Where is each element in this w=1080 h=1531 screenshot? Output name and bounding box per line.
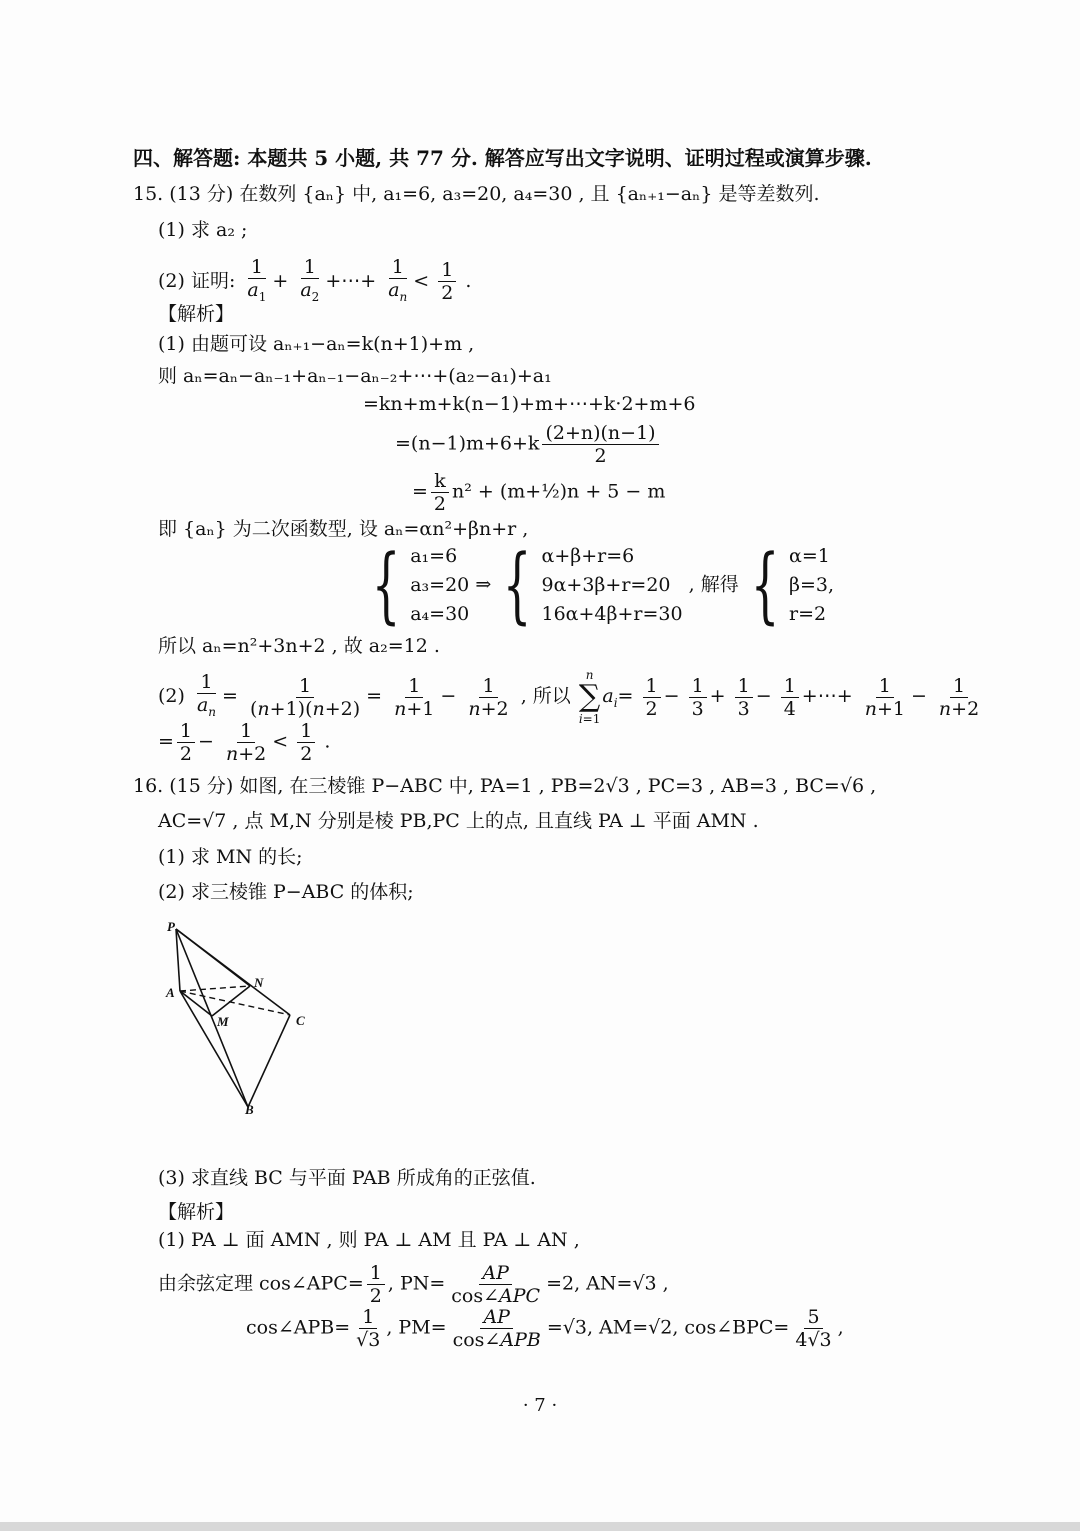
q15-step2: 则 aₙ=aₙ−aₙ₋₁+aₙ₋₁−aₙ₋₂+⋯+(a₂−a₁)+a₁	[158, 365, 552, 387]
frac-1-prod: $\frac{1}{(n+1)(n+2)}$	[249, 674, 361, 720]
system-left	[410, 542, 469, 629]
frac-1-2e: $\frac{1}{2}$	[367, 1262, 385, 1307]
q15-step5-text: n² + (m+½)n + 5 − m	[452, 480, 666, 503]
q15-part2: (2) 证明: $\frac{1}{a_1}$ + $\frac{1}{a_2}$ +⋯+ $\frac{1}{a_n}$ < $\frac{1}{2}$ .	[158, 256, 471, 308]
sum-operator: n ∑ i=1	[578, 668, 601, 726]
frac-1-sqrt3: $\frac{1}{√3}$	[356, 1306, 381, 1351]
sys-right-1: α=1	[789, 545, 830, 567]
q15-step9-tail: .	[324, 730, 331, 753]
q15-step3: =kn+m+k(n−1)+m+⋯+k·2+m+6	[363, 393, 696, 415]
label-m: M	[217, 1014, 229, 1029]
q16-analysis-label: 【解析】	[158, 1201, 235, 1223]
sys-left-1: a₁=6	[410, 545, 458, 567]
q15-analysis-label: 【解析】	[158, 303, 235, 325]
frac-1-a2: $\frac{1}{a_2}$	[300, 256, 320, 304]
frac-1-an: $\frac{1}{a_n}$	[388, 256, 408, 304]
frac-1-n2c: $\frac{1}{n+2}$	[225, 720, 267, 765]
label-a: A	[166, 985, 175, 1000]
system-right	[789, 542, 834, 629]
sys-right-2: β=3,	[789, 574, 835, 596]
implies-arrow: ⇒	[475, 573, 492, 596]
q15-step4-den: 2	[594, 445, 607, 467]
q16-ans3-prefix: cos∠APB=	[246, 1316, 351, 1339]
frac-1-2c: $\frac{1}{2}$	[177, 720, 195, 765]
q15-system	[366, 537, 835, 633]
q15-part1: (1) 求 a₂ ;	[158, 219, 248, 241]
frac-1-2d: $\frac{1}{2}$	[297, 720, 315, 765]
q15-step5: = $\frac{k}{2}$ n² + (m+½)n + 5 − m	[412, 470, 666, 515]
q16-ans3: cos∠APB= $\frac{1}{√3}$ , PM= $\frac{AP}{\text{cos∠APB}}$ =√3, AM=√2, cos∠BPC= $\frac{5}{4√3}$ ,	[246, 1306, 844, 1351]
sys-solve-text: , 解得	[688, 573, 739, 596]
q16-part1: (1) 求 MN 的长;	[158, 846, 303, 868]
frac-5-4sqrt3: $\frac{5}{4√3}$	[795, 1306, 832, 1351]
q15-step4-frac	[542, 422, 658, 467]
frac-1-n2b: $\frac{1}{n+2}$	[938, 674, 980, 720]
q15-step4-prefix: =(n−1)m+6+k	[395, 432, 540, 455]
system-mid	[542, 542, 683, 629]
tetrahedron-figure	[150, 915, 330, 1120]
q15-step9: = $\frac{1}{2}$ − $\frac{1}{n+2}$ < $\frac{1}{2}$ .	[158, 720, 331, 765]
sys-right-3: r=2	[789, 603, 827, 625]
q16-ans2-mid: , PN=	[387, 1272, 446, 1295]
sys-mid-3: 16α+4β+r=30	[541, 603, 683, 625]
q16-ans2-tail: =2, AN=√3 ,	[546, 1272, 669, 1295]
q16-ans2-prefix: 由余弦定理 cos∠APC=	[158, 1272, 364, 1295]
frac-1-n2: $\frac{1}{n+2}$	[468, 674, 509, 720]
q15-step8-tail: , 所以	[520, 685, 571, 707]
label-n: N	[254, 975, 264, 990]
frac-1-a1: $\frac{1}{a_1}$	[247, 256, 267, 304]
sys-mid-1: α+β+r=6	[541, 545, 635, 567]
q15-stem: 15. (13 分) 在数列 {aₙ} 中, a₁=6, a₃=20, a₄=30 , 且 {aₙ₊₁−aₙ} 是等差数列.	[133, 183, 820, 205]
page-number: · 7 ·	[522, 1395, 558, 1416]
q15-step8: (2) $\frac{1}{a_n}$ = $\frac{1}{(n+1)(n+2)}$ = $\frac{1}{n+1}$ − $\frac{1}{n+2}$ , 所以 n ∑ i=1 $a_i=$ $\frac{1}{2}$ − $\frac{1}{3}$ + $\frac{1}{3}$ − $\frac{1}{4}$ +⋯+ $\frac{1}{n+1}$ − $\frac{1}{n+2}$	[158, 668, 985, 726]
frac-1-2b: $\frac{1}{2}$	[643, 675, 661, 720]
bottom-bar	[0, 1522, 1080, 1531]
frac-1-3b: $\frac{1}{3}$	[735, 675, 753, 720]
q15-step1: (1) 由题可设 aₙ₊₁−aₙ=k(n+1)+m ,	[158, 333, 475, 355]
left-brace-2: {	[503, 537, 532, 633]
left-brace-1: {	[371, 537, 401, 633]
frac-ap-apb: $\frac{AP}{\text{cos∠APB}}$	[452, 1306, 541, 1351]
label-p: P	[167, 919, 175, 934]
sys-mid-2: 9α+3β+r=20	[541, 574, 671, 596]
frac-1-n1: $\frac{1}{n+1}$	[394, 674, 435, 720]
q16-stem2: AC=√7 , 点 M,N 分别是棱 PB,PC 上的点, 且直线 PA ⊥ 平面 AMN .	[158, 810, 759, 832]
q16-stem1: 16. (15 分) 如图, 在三棱锥 P−ABC 中, PA=1 , PB=2√3 , PC=3 , AB=3 , BC=√6 ,	[133, 775, 877, 797]
frac-k-2: $\frac{k}{2}$	[431, 470, 449, 515]
q15-step7: 所以 aₙ=n²+3n+2 , 故 a₂=12 .	[158, 635, 440, 657]
frac-1-3a: $\frac{1}{3}$	[689, 675, 707, 720]
q15-part2-prefix: (2) 证明:	[158, 269, 236, 292]
section-heading: 四、解答题: 本题共 5 小题, 共 77 分. 解答应写出文字说明、证明过程或演算步骤.	[133, 146, 872, 170]
q16-ans3-tail: =√3, AM=√2, cos∠BPC=	[546, 1316, 790, 1339]
left-brace-3: {	[750, 537, 780, 633]
q16-ans3-mid: , PM=	[386, 1316, 447, 1339]
frac-1-an-b: $\frac{1}{a_n}$	[196, 671, 217, 719]
q15-step6: 即 {aₙ} 为二次函数型, 设 aₙ=αn²+βn+r ,	[158, 518, 529, 540]
q15-step4-num: (2+n)(n−1)	[542, 422, 658, 445]
frac-1-2: $\frac{1}{2}$	[438, 259, 456, 304]
label-c: C	[296, 1013, 305, 1028]
q16-part3: (3) 求直线 BC 与平面 PAB 所成角的正弦值.	[158, 1167, 536, 1189]
q15-step4	[395, 422, 662, 467]
frac-ap-apc: $\frac{AP}{\text{cos∠APC}}$	[451, 1262, 541, 1307]
sys-left-3: a₄=30	[410, 603, 470, 625]
q16-ans2	[158, 1262, 669, 1307]
label-b: B	[245, 1102, 254, 1117]
q16-part2: (2) 求三棱锥 P−ABC 的体积;	[158, 881, 414, 903]
sys-left-2: a₃=20	[410, 574, 470, 596]
frac-1-4: $\frac{1}{4}$	[781, 675, 799, 720]
frac-1-n1b: $\frac{1}{n+1}$	[864, 674, 905, 720]
q16-ans1: (1) PA ⊥ 面 AMN , 则 PA ⊥ AM 且 PA ⊥ AN ,	[158, 1229, 580, 1251]
